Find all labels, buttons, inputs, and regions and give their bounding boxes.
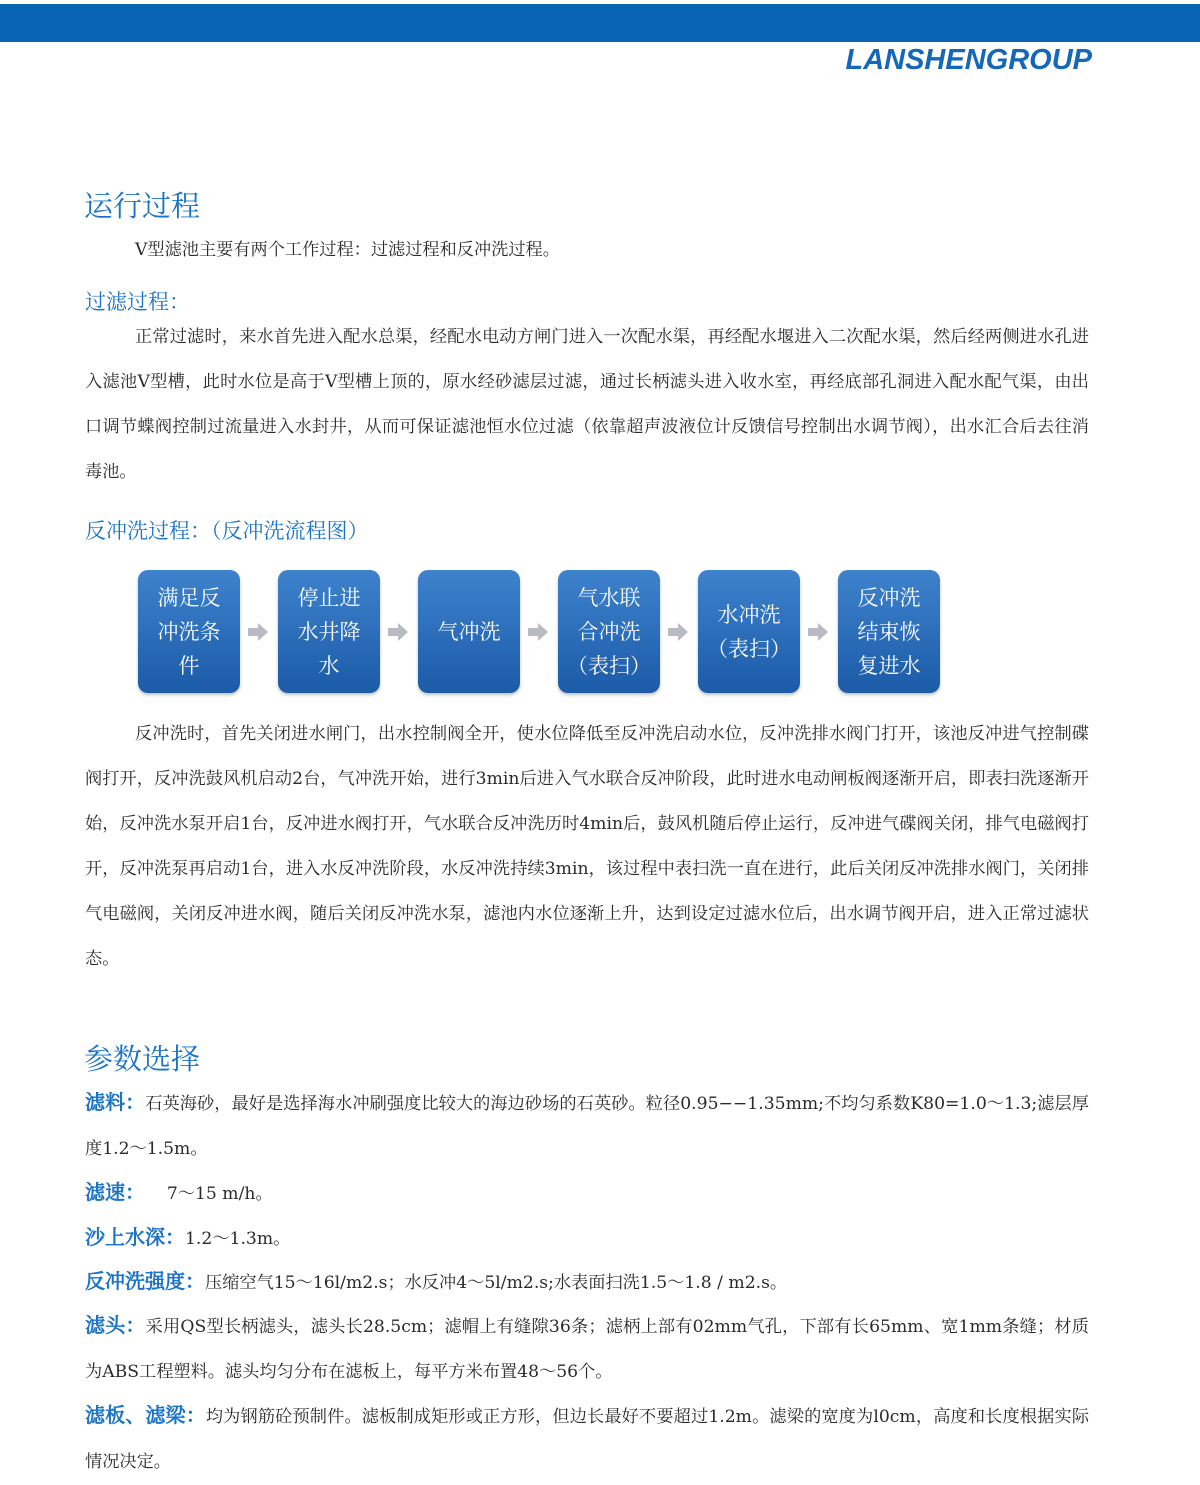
param-filter-nozzle (85, 1303, 1089, 1395)
param-value: 7～15 m/h。 (145, 1184, 273, 1204)
flow-step-3: 气冲洗 (418, 570, 520, 693)
flow-step-5: 水冲洗 （表扫） (698, 570, 800, 693)
param-label: 滤速： (85, 1180, 145, 1204)
flow-step-1: 满足反 冲洗条 件 (138, 570, 240, 693)
arrow-right-icon (806, 620, 830, 644)
section-title-parameters: 参数选择 (84, 1042, 201, 1076)
param-value: 均为钢筋砼预制件。滤板制成矩形或正方形，但边长最好不要超过1.2m。滤梁的宽度为l0cm，高度和长度根据实际情况决定。 (85, 1407, 1090, 1472)
arrow-right-icon (246, 620, 270, 644)
param-label: 反冲洗强度： (85, 1269, 205, 1293)
param-label: 滤头： (85, 1313, 146, 1337)
param-label: 沙上水深： (85, 1225, 185, 1249)
filter-process-text: 正常过滤时，来水首先进入配水总渠，经配水电动方闸门进入一次配水渠，再经配水堰进入二次配水渠，然后经两侧进水孔进入滤池V型槽，此时水位是高于V型槽上顶的，原水经砂滤层过滤，通过长柄滤头进入收水室，再经底部孔洞进入配水配气渠，由出口调节蝶阀控制过流量进入水封井，从而可保证滤池恒水位过滤（依靠超声波液位计反馈信号控制出水调节阀），出水汇合后去往消毒池。 (85, 327, 1089, 482)
param-filter-media (85, 1080, 1089, 1172)
param-filter-plate-beam (85, 1393, 1089, 1485)
filter-process-title: 过滤过程： (85, 290, 190, 314)
arrow-right-icon (386, 620, 410, 644)
arrow-right-icon (526, 620, 550, 644)
param-value: 石英海砂，最好是选择海水冲刷强度比较大的海边砂场的石英砂。粒径0.95−−1.35mm;不均匀系数K80=1.0～1.3;滤层厚度1.2～1.5m。 (85, 1094, 1089, 1159)
brand-logo: LANSHENGROUP (845, 44, 1092, 76)
top-bar (0, 4, 1200, 42)
flow-step-2: 停止进 水井降 水 (278, 570, 380, 693)
backwash-process-text: 反冲洗时，首先关闭进水闸门，出水控制阀全开，使水位降低至反冲洗启动水位，反冲洗排水阀门打开，该池反冲进气控制碟阀打开，反冲洗鼓风机启动2台，气冲洗开始，进行3min后进入气水联合反冲阶段，此时进水电动闸板阀逐渐开启，即表扫洗逐渐开始，反冲洗水泵开启1台，反冲进水阀打开，气水联合反冲洗历时4min后，鼓风机随后停止运行，反冲进气碟阀关闭，排气电磁阀打开，反冲洗泵再启动1台，进入水反冲洗阶段，水反冲洗持续3min，该过程中表扫洗一直在进行，此后关闭反冲洗排水阀门，关闭排气电磁阀，关闭反冲进水阀，随后关闭反冲洗水泵，滤池内水位逐渐上升，达到设定过滤水位后，出水调节阀开启，进入正常过滤状态。 (85, 724, 1089, 969)
flow-step-4: 气水联 合冲洗 （表扫） (558, 570, 660, 693)
param-value: 压缩空气15～16l/m2.s；水反冲4～5l/m2.s;水表面扫洗1.5～1.8 / m2.s。 (205, 1273, 788, 1293)
param-value: 1.2～1.3m。 (185, 1229, 291, 1249)
backwash-process-title: 反冲洗过程：（反冲洗流程图） (85, 519, 369, 543)
param-label: 滤板、滤梁： (85, 1403, 206, 1427)
param-filter-rate (85, 1170, 1089, 1217)
param-label: 滤料： (85, 1090, 146, 1114)
section-title-operation: 运行过程 (84, 189, 201, 223)
param-backwash-intensity (85, 1259, 1089, 1306)
param-value: 采用QS型长柄滤头，滤头长28.5cm；滤帽上有缝隙36条；滤柄上部有02mm气孔，下部有长65mm、宽1mm条缝；材质为ABS工程塑料。滤头均匀分布在滤板上，每平方米布置48～56个。 (85, 1317, 1089, 1382)
flow-step-6: 反冲洗 结束恢 复进水 (838, 570, 940, 693)
param-water-depth (85, 1215, 1089, 1262)
arrow-right-icon (666, 620, 690, 644)
intro-text: V型滤池主要有两个工作过程：过滤过程和反冲洗过程。 (135, 240, 560, 260)
backwash-flowchart (138, 570, 968, 693)
